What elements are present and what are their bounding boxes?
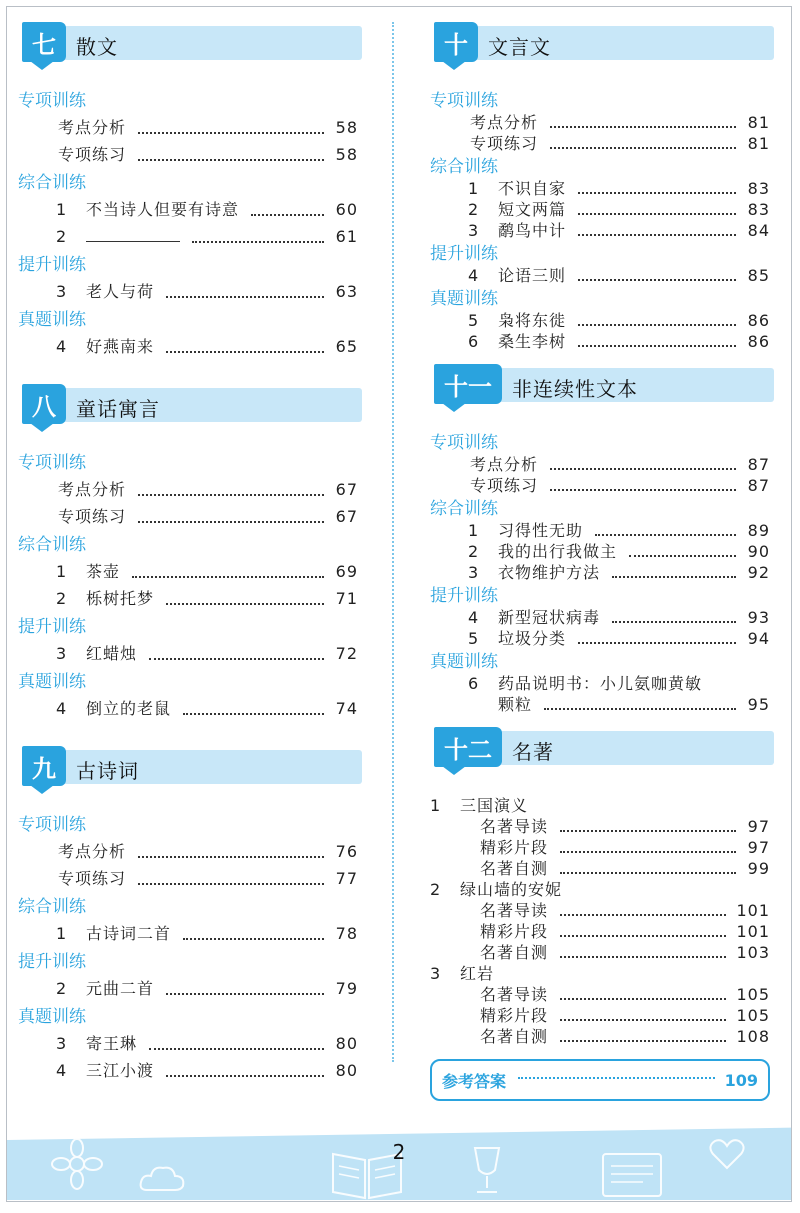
leader-dots bbox=[138, 521, 324, 523]
toc-entry[interactable] bbox=[430, 520, 770, 541]
entry-page: 80 bbox=[335, 1034, 358, 1053]
entry-page: 101 bbox=[736, 922, 770, 941]
leader-dots bbox=[560, 935, 726, 937]
leader-dots bbox=[550, 468, 736, 470]
leader-dots bbox=[138, 132, 324, 134]
entry-page: 84 bbox=[747, 221, 770, 240]
entry-title: 不当诗人但要有诗意 bbox=[86, 200, 240, 219]
entry-title: 专项练习 bbox=[470, 476, 539, 495]
section-number-badge: 十二 bbox=[434, 727, 502, 767]
leader-dots bbox=[560, 851, 736, 853]
leader-dots bbox=[560, 872, 736, 874]
entry-page: 60 bbox=[335, 200, 358, 219]
entry-page: 67 bbox=[335, 507, 358, 526]
entry-number: 1 bbox=[56, 200, 68, 219]
entry-title: 元曲二首 bbox=[86, 979, 155, 998]
leader-dots bbox=[132, 576, 324, 578]
toc-entry[interactable] bbox=[18, 868, 358, 890]
toc-entry[interactable] bbox=[18, 698, 358, 720]
section-header bbox=[18, 22, 358, 70]
toc-entry[interactable] bbox=[430, 331, 770, 352]
toc-entry[interactable] bbox=[430, 541, 770, 562]
entry-number: 2 bbox=[56, 227, 68, 246]
entry-page: 58 bbox=[335, 145, 358, 164]
toc-entry[interactable] bbox=[430, 673, 770, 694]
toc-entry[interactable] bbox=[18, 643, 358, 665]
section-header-bar bbox=[24, 26, 362, 60]
category-label: 综合训练 bbox=[18, 173, 86, 193]
entry-number: 2 bbox=[468, 542, 480, 561]
entry-number: 6 bbox=[468, 332, 480, 351]
entry-page: 89 bbox=[747, 521, 770, 540]
toc-section bbox=[18, 746, 358, 1082]
toc-entry[interactable] bbox=[430, 900, 770, 921]
entry-page: 105 bbox=[736, 985, 770, 1004]
book-number: 3 bbox=[430, 964, 442, 983]
book-number: 2 bbox=[430, 880, 442, 899]
category-label: 专项训练 bbox=[18, 91, 86, 111]
toc-entry[interactable] bbox=[18, 506, 358, 528]
entry-title-continued: 颗粒 bbox=[498, 695, 533, 714]
entry-title: 新型冠状病毒 bbox=[498, 608, 601, 627]
entry-page: 74 bbox=[335, 699, 358, 718]
leader-dots bbox=[560, 956, 726, 958]
category-label: 专项训练 bbox=[18, 453, 86, 473]
entry-title: 专项练习 bbox=[58, 869, 127, 888]
book-title-row bbox=[430, 795, 770, 816]
entry-page: 77 bbox=[335, 869, 358, 888]
entry-number: 5 bbox=[468, 629, 480, 648]
entry-page: 83 bbox=[747, 200, 770, 219]
entry-number: 2 bbox=[468, 200, 480, 219]
toc-entry[interactable] bbox=[18, 588, 358, 610]
entry-page: 97 bbox=[747, 838, 770, 857]
leader-dots bbox=[629, 555, 736, 557]
leader-dots bbox=[183, 713, 324, 715]
entry-page: 99 bbox=[747, 859, 770, 878]
leader-dots bbox=[149, 658, 324, 660]
toc-entry[interactable] bbox=[430, 220, 770, 241]
entry-page: 72 bbox=[335, 644, 358, 663]
entry-page: 92 bbox=[747, 563, 770, 582]
toc-section bbox=[18, 22, 358, 358]
leader-dots bbox=[578, 192, 736, 194]
toc-entry[interactable] bbox=[430, 628, 770, 649]
toc-entry[interactable] bbox=[430, 858, 770, 879]
leader-dots bbox=[578, 234, 736, 236]
entry-title: 名著自测 bbox=[480, 943, 549, 962]
entry-title: 专项练习 bbox=[58, 507, 127, 526]
entry-title: 论语三则 bbox=[498, 266, 567, 285]
toc-entry[interactable] bbox=[430, 199, 770, 220]
toc-entry[interactable] bbox=[430, 837, 770, 858]
entry-page: 81 bbox=[747, 134, 770, 153]
blank-title-line bbox=[86, 227, 180, 242]
entry-title: 名著导读 bbox=[480, 901, 549, 920]
entry-page: 87 bbox=[747, 476, 770, 495]
toc-entry[interactable] bbox=[430, 454, 770, 475]
page-footer bbox=[7, 1114, 791, 1200]
entry-title: 三江小渡 bbox=[86, 1061, 155, 1080]
leader-dots bbox=[251, 214, 324, 216]
toc-entry[interactable] bbox=[430, 562, 770, 583]
section-title: 文言文 bbox=[488, 35, 551, 59]
toc-entry[interactable] bbox=[430, 921, 770, 942]
entry-title: 精彩片段 bbox=[480, 838, 549, 857]
leader-dots bbox=[550, 489, 736, 491]
leader-dots bbox=[166, 993, 324, 995]
leader-dots bbox=[612, 576, 736, 578]
right-column bbox=[430, 22, 770, 1101]
section-header bbox=[430, 727, 770, 775]
left-column bbox=[18, 22, 358, 1108]
toc-entry[interactable] bbox=[430, 112, 770, 133]
entry-title: 考点分析 bbox=[58, 480, 127, 499]
category-label: 综合训练 bbox=[430, 499, 498, 519]
entry-title: 茶壶 bbox=[86, 562, 121, 581]
answers-box[interactable] bbox=[430, 1059, 770, 1101]
answers-page: 109 bbox=[724, 1070, 758, 1090]
answers-label: 参考答案 bbox=[442, 1071, 507, 1091]
leader-dots bbox=[166, 603, 324, 605]
entry-number: 1 bbox=[56, 924, 68, 943]
entry-number: 2 bbox=[56, 979, 68, 998]
entry-number: 1 bbox=[56, 562, 68, 581]
section-number-badge: 十 bbox=[434, 22, 478, 62]
entry-title: 老人与荷 bbox=[86, 282, 155, 301]
section-header bbox=[430, 22, 770, 70]
entry-number: 3 bbox=[56, 282, 68, 301]
entry-title: 短文两篇 bbox=[498, 200, 567, 219]
toc-entry[interactable] bbox=[18, 226, 358, 248]
category-label: 提升训练 bbox=[18, 255, 86, 275]
toc-entry[interactable] bbox=[430, 133, 770, 154]
entry-title: 专项练习 bbox=[470, 134, 539, 153]
leader-dots bbox=[578, 213, 736, 215]
entry-page: 61 bbox=[335, 227, 358, 246]
toc-entry-continued[interactable] bbox=[430, 694, 770, 715]
entry-title: 桑生李树 bbox=[498, 332, 567, 351]
entry-page: 94 bbox=[747, 629, 770, 648]
toc-entry[interactable] bbox=[430, 816, 770, 837]
category-label: 专项训练 bbox=[430, 91, 498, 111]
entry-page: 103 bbox=[736, 943, 770, 962]
entry-number: 1 bbox=[468, 179, 480, 198]
section-number-badge: 九 bbox=[22, 746, 66, 786]
section-title: 非连续性文本 bbox=[512, 377, 638, 401]
category-label: 提升训练 bbox=[18, 952, 86, 972]
leader-dots bbox=[183, 938, 324, 940]
toc-entry[interactable] bbox=[430, 984, 770, 1005]
section-title: 名著 bbox=[512, 740, 554, 764]
leader-dots bbox=[550, 126, 736, 128]
entry-title: 我的出行我做主 bbox=[498, 542, 618, 561]
toc-section bbox=[18, 384, 358, 720]
entry-page: 76 bbox=[335, 842, 358, 861]
leader-dots bbox=[560, 998, 726, 1000]
entry-number: 1 bbox=[468, 521, 480, 540]
entry-title: 名著自测 bbox=[480, 859, 549, 878]
entry-title: 精彩片段 bbox=[480, 922, 549, 941]
toc-entry[interactable] bbox=[430, 1005, 770, 1026]
entry-number: 4 bbox=[468, 266, 480, 285]
book-title: 绿山墙的安妮 bbox=[460, 880, 563, 899]
entry-page: 69 bbox=[335, 562, 358, 581]
toc-entry[interactable] bbox=[430, 178, 770, 199]
entry-title: 衣物维护方法 bbox=[498, 563, 601, 582]
entry-title: 名著导读 bbox=[480, 985, 549, 1004]
entry-page: 83 bbox=[747, 179, 770, 198]
leader-dots bbox=[544, 708, 736, 710]
leader-dots bbox=[192, 241, 324, 243]
section-header bbox=[18, 746, 358, 794]
entry-page: 81 bbox=[747, 113, 770, 132]
entry-number: 5 bbox=[468, 311, 480, 330]
section-title: 童话寓言 bbox=[76, 397, 160, 421]
leader-dots bbox=[612, 621, 736, 623]
entry-number: 4 bbox=[56, 337, 68, 356]
entry-title: 药品说明书：小儿氨咖黄敏 bbox=[498, 674, 703, 693]
entry-page: 95 bbox=[747, 695, 770, 714]
entry-number: 3 bbox=[468, 221, 480, 240]
toc-entry[interactable] bbox=[18, 144, 358, 166]
toc-entry[interactable] bbox=[18, 336, 358, 358]
entry-number: 4 bbox=[56, 1061, 68, 1080]
entry-title: 习得性无助 bbox=[498, 521, 584, 540]
category-label: 真题训练 bbox=[18, 672, 86, 692]
leader-dots bbox=[578, 279, 736, 281]
entry-page: 65 bbox=[335, 337, 358, 356]
leader-dots bbox=[138, 159, 324, 161]
leader-dots bbox=[560, 830, 736, 832]
category-label: 真题训练 bbox=[430, 652, 498, 672]
section-number-badge: 十一 bbox=[434, 364, 502, 404]
column-divider bbox=[392, 22, 394, 1062]
toc-entry[interactable] bbox=[430, 475, 770, 496]
entry-page: 97 bbox=[747, 817, 770, 836]
leader-dots bbox=[166, 1075, 324, 1077]
category-label: 真题训练 bbox=[18, 1007, 86, 1027]
toc-entry[interactable] bbox=[430, 942, 770, 963]
toc-entry[interactable] bbox=[430, 310, 770, 331]
entry-page: 101 bbox=[736, 901, 770, 920]
section-title: 散文 bbox=[76, 35, 118, 59]
toc-entry[interactable] bbox=[18, 978, 358, 1000]
leader-dots bbox=[595, 534, 736, 536]
category-label: 专项训练 bbox=[18, 815, 86, 835]
entry-page: 108 bbox=[736, 1027, 770, 1046]
book-title-row bbox=[430, 963, 770, 984]
category-label: 提升训练 bbox=[430, 244, 498, 264]
toc-entry[interactable] bbox=[18, 1033, 358, 1055]
entry-number: 6 bbox=[468, 674, 480, 693]
toc-entry[interactable] bbox=[18, 923, 358, 945]
entry-number: 2 bbox=[56, 589, 68, 608]
leader-dots bbox=[578, 345, 736, 347]
section-header-bar bbox=[24, 750, 362, 784]
entry-title: 古诗词二首 bbox=[86, 924, 172, 943]
entry-page: 80 bbox=[335, 1061, 358, 1080]
entry-page: 85 bbox=[747, 266, 770, 285]
section-header bbox=[430, 364, 770, 412]
section-header bbox=[18, 384, 358, 432]
leader-dots bbox=[560, 1040, 726, 1042]
toc-entry[interactable] bbox=[18, 199, 358, 221]
leader-dots bbox=[138, 494, 324, 496]
leader-dots bbox=[138, 856, 324, 858]
entry-title bbox=[86, 226, 180, 248]
entry-title: 枭将东徙 bbox=[498, 311, 567, 330]
section-number-badge: 七 bbox=[22, 22, 66, 62]
book-title: 三国演义 bbox=[460, 796, 529, 815]
category-label: 真题训练 bbox=[430, 289, 498, 309]
entry-page: 105 bbox=[736, 1006, 770, 1025]
entry-number: 4 bbox=[56, 699, 68, 718]
entry-page: 90 bbox=[747, 542, 770, 561]
section-number-badge: 八 bbox=[22, 384, 66, 424]
entry-page: 71 bbox=[335, 589, 358, 608]
entry-title: 垃圾分类 bbox=[498, 629, 567, 648]
entry-title: 倒立的老鼠 bbox=[86, 699, 172, 718]
leader-dots bbox=[550, 147, 736, 149]
leader-dots bbox=[166, 296, 324, 298]
toc-entry[interactable] bbox=[430, 607, 770, 628]
book-title: 红岩 bbox=[460, 964, 495, 983]
entry-number: 3 bbox=[56, 1034, 68, 1053]
entry-number: 3 bbox=[56, 644, 68, 663]
category-label: 综合训练 bbox=[430, 157, 498, 177]
entry-title: 考点分析 bbox=[58, 118, 127, 137]
category-label: 专项训练 bbox=[430, 433, 498, 453]
toc-entry[interactable] bbox=[430, 1026, 770, 1047]
entry-title: 寄王琳 bbox=[86, 1034, 138, 1053]
toc-section bbox=[430, 22, 770, 352]
entry-page: 63 bbox=[335, 282, 358, 301]
entry-page: 67 bbox=[335, 480, 358, 499]
leader-dots bbox=[166, 351, 324, 353]
page-number: 2 bbox=[392, 1140, 406, 1164]
leader-dots bbox=[578, 642, 736, 644]
entry-page: 87 bbox=[747, 455, 770, 474]
entry-title: 精彩片段 bbox=[480, 1006, 549, 1025]
book-number: 1 bbox=[430, 796, 442, 815]
category-label: 综合训练 bbox=[18, 897, 86, 917]
toc-section bbox=[430, 727, 770, 1047]
category-label: 综合训练 bbox=[18, 535, 86, 555]
category-label: 提升训练 bbox=[18, 617, 86, 637]
entry-number: 3 bbox=[468, 563, 480, 582]
entry-title: 名著导读 bbox=[480, 817, 549, 836]
toc-entry[interactable] bbox=[430, 265, 770, 286]
cloud-icon bbox=[137, 1158, 187, 1198]
entry-page: 86 bbox=[747, 332, 770, 351]
entry-title: 考点分析 bbox=[58, 842, 127, 861]
leader-dots bbox=[518, 1077, 715, 1079]
entry-page: 58 bbox=[335, 118, 358, 137]
entry-page: 93 bbox=[747, 608, 770, 627]
entry-number: 4 bbox=[468, 608, 480, 627]
section-title: 古诗词 bbox=[76, 759, 139, 783]
toc-entry[interactable] bbox=[18, 841, 358, 863]
toc-entry[interactable] bbox=[18, 479, 358, 501]
entry-title: 栎树托梦 bbox=[86, 589, 155, 608]
entry-page: 86 bbox=[747, 311, 770, 330]
entry-title: 名著自测 bbox=[480, 1027, 549, 1046]
leader-dots bbox=[560, 1019, 726, 1021]
toc-section bbox=[430, 364, 770, 715]
entry-title: 不识自家 bbox=[498, 179, 567, 198]
section-header-bar bbox=[24, 388, 362, 422]
leader-dots bbox=[578, 324, 736, 326]
entry-page: 79 bbox=[335, 979, 358, 998]
entry-title: 考点分析 bbox=[470, 455, 539, 474]
category-label: 真题训练 bbox=[18, 310, 86, 330]
entry-title: 好燕南来 bbox=[86, 337, 155, 356]
book-title-row bbox=[430, 879, 770, 900]
entry-title: 专项练习 bbox=[58, 145, 127, 164]
entry-title: 考点分析 bbox=[470, 113, 539, 132]
entry-title: 红蜡烛 bbox=[86, 644, 138, 663]
entry-page: 78 bbox=[335, 924, 358, 943]
entry-title: 鹬鸟中计 bbox=[498, 221, 567, 240]
toc-entry[interactable] bbox=[18, 1060, 358, 1082]
category-label: 提升训练 bbox=[430, 586, 498, 606]
section-header-bar bbox=[436, 26, 774, 60]
leader-dots bbox=[138, 883, 324, 885]
leader-dots bbox=[149, 1048, 324, 1050]
toc-entry[interactable] bbox=[18, 561, 358, 583]
toc-entry[interactable] bbox=[18, 117, 358, 139]
leader-dots bbox=[560, 914, 726, 916]
toc-entry[interactable] bbox=[18, 281, 358, 303]
